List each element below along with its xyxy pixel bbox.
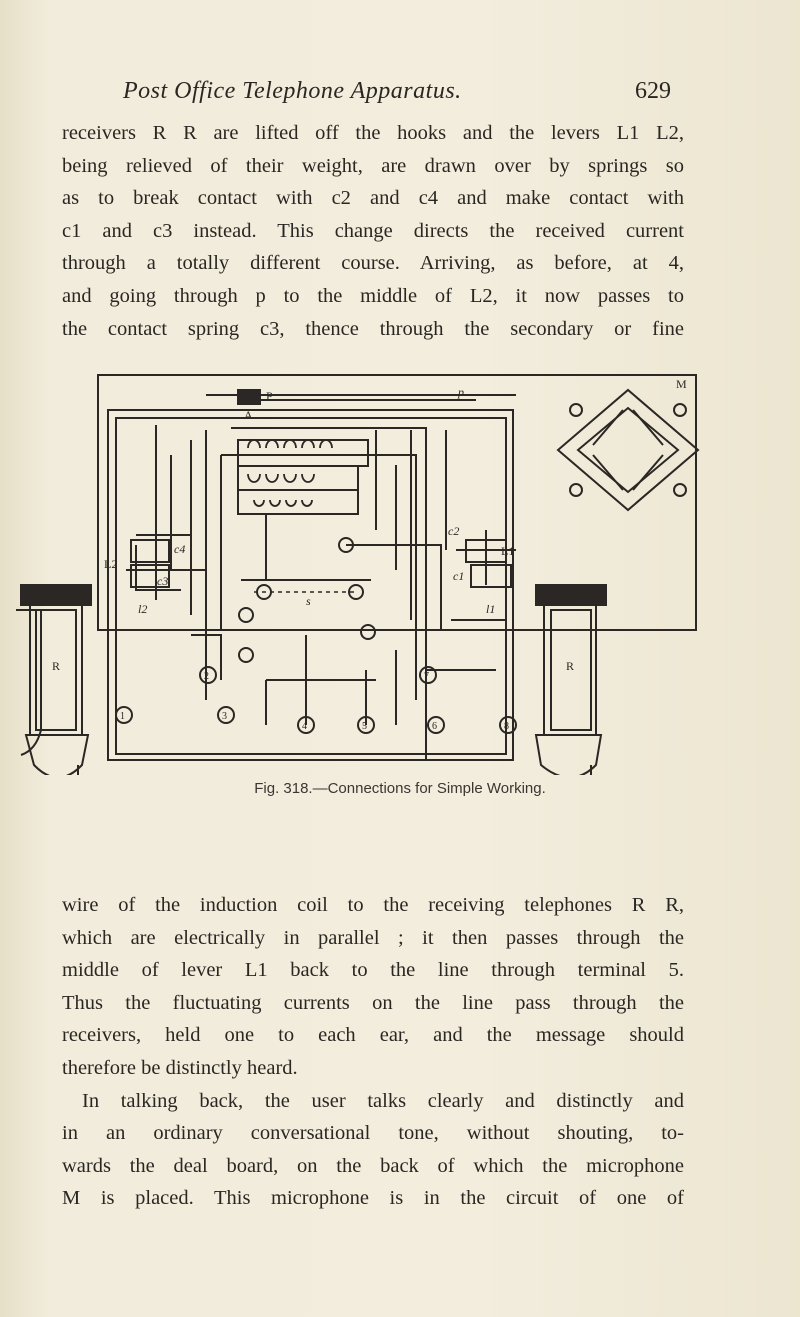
label-l2: l2 [138, 602, 148, 616]
text-line: in an ordinary conversational tone, without shouting, to- [62, 1122, 684, 1145]
terminal-8: 8 [504, 721, 509, 732]
label-L1: L1 [501, 544, 515, 558]
text-line: c1 and c3 instead. This change directs the received current [62, 219, 684, 242]
terminal-1: 1 [120, 711, 125, 722]
label-P: P [266, 389, 273, 403]
terminal-5: 5 [362, 721, 367, 732]
text-line: the contact spring c3, thence through the secondary or fine [62, 317, 684, 340]
text-line: receivers, held one to each ear, and the message should [62, 1024, 684, 1047]
label-c3: c3 [157, 574, 169, 588]
label-c4: c4 [174, 542, 186, 556]
paragraph-1 [62, 117, 684, 345]
terminal-2: 2 [204, 671, 209, 682]
text-line: as to break contact with c2 and c4 and make contact with [62, 187, 684, 210]
terminal-7: 7 [424, 671, 429, 682]
paragraph-2 [62, 889, 684, 1215]
terminal-3: 3 [222, 711, 227, 722]
label-l1: l1 [486, 602, 496, 616]
label-c2: c2 [448, 524, 460, 538]
terminal-6: 6 [432, 721, 437, 732]
label-c1: c1 [453, 569, 465, 583]
text-line: through a totally different course. Arriving, as before, at 4, [62, 252, 684, 275]
label-A: A [244, 408, 253, 422]
label-M: M [676, 377, 687, 391]
text-line: receivers R R are lifted off the hooks and the levers L1 L2, [62, 122, 684, 144]
text-line: wards the deal board, on the back of which the microphone [62, 1154, 684, 1177]
label-p: p [458, 385, 464, 399]
text-line: being relieved of their weight, are drawn over by springs so [62, 154, 684, 177]
text-line: therefore be distinctly heard. [62, 1056, 298, 1079]
page-header [123, 78, 671, 114]
text-line: M is placed. This microphone is in the circuit of one of [62, 1187, 684, 1210]
terminal-4: 4 [302, 721, 307, 732]
wiring-diagram-figure [16, 370, 718, 775]
text-line: Thus the fluctuating currents on the line pass through the [62, 991, 684, 1014]
figure-caption: Fig. 318.—Connections for Simple Working. [254, 780, 546, 797]
page-number: 629 [635, 78, 671, 104]
label-L2: L2 [104, 557, 118, 571]
text-line: middle of lever L1 back to the line through terminal 5. [62, 959, 684, 982]
label-s: s [306, 594, 311, 608]
text-line: and going through p to the middle of L2, it now passes to [62, 284, 684, 307]
text-line: which are electrically in parallel ; it then passes through the [62, 926, 684, 949]
text-line: In talking back, the user talks clearly and distinctly and [82, 1089, 684, 1112]
running-title: Post Office Telephone Apparatus. [123, 78, 462, 104]
label-R-right: R [566, 659, 575, 673]
label-R-left: R [52, 659, 61, 673]
text-line: wire of the induction coil to the receiving telephones R R, [62, 894, 684, 916]
